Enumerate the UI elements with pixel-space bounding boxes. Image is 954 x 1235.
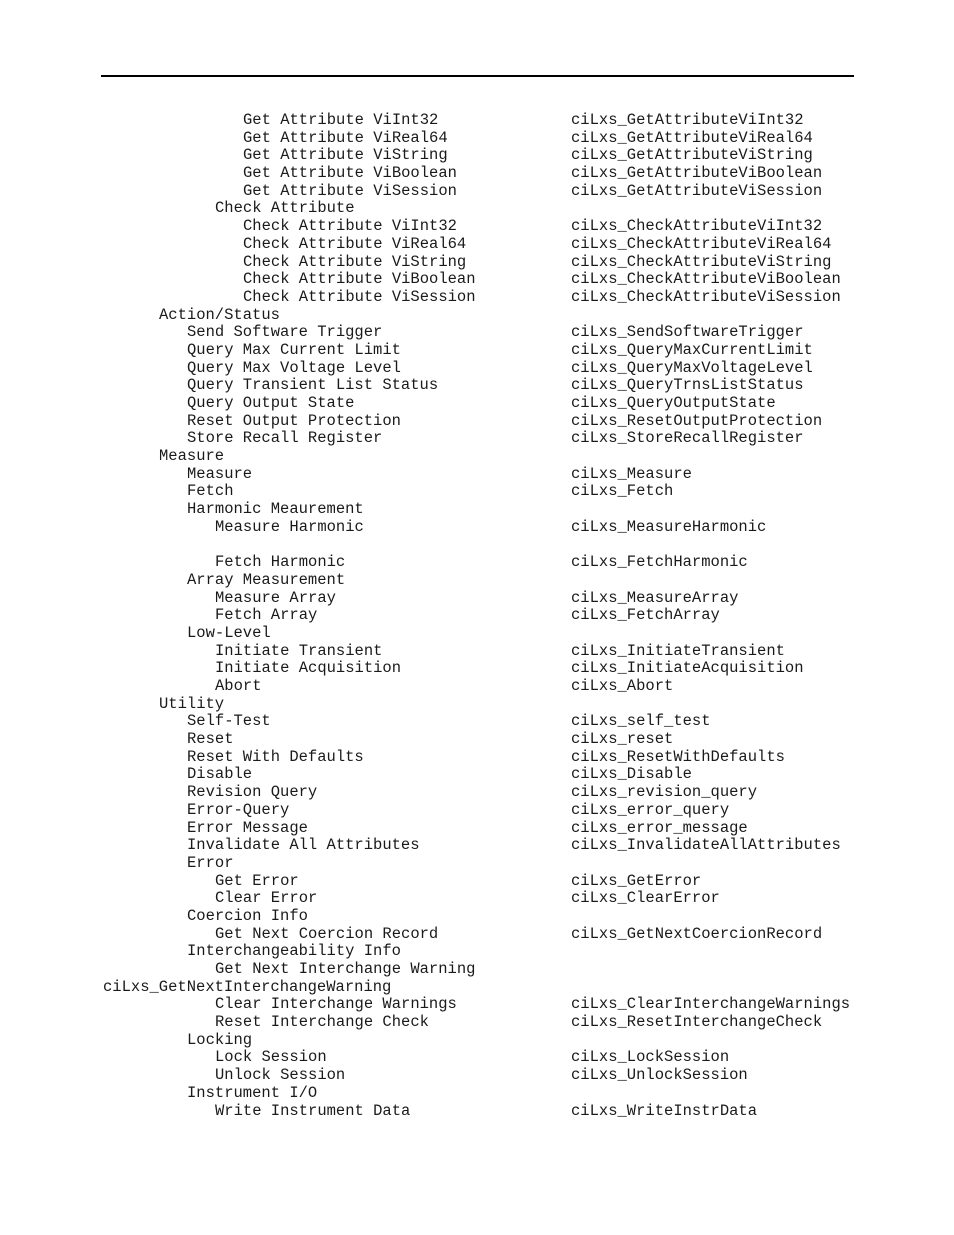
function-row <box>103 324 863 342</box>
function-row <box>103 1014 863 1032</box>
function-name: ciLxs_InitiateTransient <box>571 641 785 660</box>
function-name: ciLxs_CheckAttributeViString <box>571 252 832 271</box>
function-name: ciLxs_InitiateAcquisition <box>571 659 804 678</box>
category-label: Instrument I/O <box>187 1083 318 1102</box>
function-name: ciLxs_SendSoftwareTrigger <box>571 323 804 342</box>
function-row <box>103 1067 863 1085</box>
category-label: Low-Level <box>187 623 271 642</box>
function-name: ciLxs_Fetch <box>571 482 674 501</box>
function-row <box>103 749 863 767</box>
function-name: ciLxs_QueryTrnsListStatus <box>571 376 804 395</box>
function-label: Query Max Voltage Level <box>187 358 401 377</box>
function-row <box>103 890 863 908</box>
function-row <box>103 820 863 838</box>
function-name: ciLxs_LockSession <box>571 1048 730 1067</box>
function-name: ciLxs_MeasureArray <box>571 588 739 607</box>
function-name: ciLxs_Disable <box>571 765 692 784</box>
function-label: Initiate Transient <box>215 641 383 660</box>
function-row <box>103 873 863 891</box>
function-label: Measure <box>187 464 253 483</box>
function-label: Revision Query <box>187 783 318 802</box>
function-label: Measure Array <box>215 588 336 607</box>
function-name: ciLxs_StoreRecallRegister <box>571 429 804 448</box>
function-name: ciLxs_error_message <box>571 818 748 837</box>
category-label: Harmonic Meaurement <box>187 500 364 519</box>
function-row <box>103 590 863 608</box>
function-row <box>103 183 863 201</box>
function-name: ciLxs_CheckAttributeViBoolean <box>571 270 841 289</box>
function-name: ciLxs_reset <box>571 730 674 749</box>
function-name: ciLxs_QueryMaxCurrentLimit <box>571 340 813 359</box>
function-name: ciLxs_UnlockSession <box>571 1066 748 1085</box>
function-label: Abort <box>215 677 262 695</box>
function-label: Self-Test <box>187 712 271 731</box>
function-row <box>103 678 863 696</box>
function-label: Reset With Defaults <box>187 747 364 766</box>
function-row <box>103 660 863 678</box>
function-name: ciLxs_revision_query <box>571 783 758 802</box>
category-row <box>103 572 863 590</box>
function-name: ciLxs_ClearError <box>571 889 720 908</box>
function-label: Fetch Harmonic <box>215 553 346 572</box>
function-name: ciLxs_ResetOutputProtection <box>571 411 823 430</box>
category-row <box>103 943 863 961</box>
function-row <box>103 360 863 378</box>
function-name: ciLxs_GetAttributeViBoolean <box>571 164 823 183</box>
function-label: Query Max Current Limit <box>187 340 401 359</box>
function-label: Clear Error <box>215 889 318 908</box>
category-label: Check Attribute <box>215 199 355 218</box>
category-row <box>103 1085 863 1103</box>
function-row <box>103 996 863 1014</box>
function-name: ciLxs_CheckAttributeViInt32 <box>571 217 823 236</box>
function-row <box>103 342 863 360</box>
function-row <box>103 607 863 625</box>
category-label: Locking <box>187 1030 253 1049</box>
function-row <box>103 236 863 254</box>
function-name: ciLxs_Measure <box>571 464 692 483</box>
function-row <box>103 926 863 944</box>
function-label: Get Attribute ViInt32 <box>243 111 439 129</box>
function-label: Send Software Trigger <box>187 323 383 342</box>
blank-row <box>103 537 863 555</box>
function-label: Error-Query <box>187 800 290 819</box>
function-label: Reset Interchange Check <box>215 1013 429 1032</box>
category-label: Get Next Interchange Warning <box>215 960 476 978</box>
function-label: Get Attribute ViSession <box>243 181 457 200</box>
function-label: Invalidate All Attributes <box>187 836 420 855</box>
function-label: Measure Harmonic <box>215 517 364 536</box>
function-row <box>103 483 863 501</box>
function-label: Get Error <box>215 871 299 890</box>
category-row <box>103 200 863 218</box>
function-name: ciLxs_GetAttributeViSession <box>571 181 823 200</box>
function-row <box>103 377 863 395</box>
category-row <box>103 448 863 466</box>
category-label: ciLxs_GetNextInterchangeWarning <box>103 977 392 996</box>
function-name: ciLxs_GetNextCoercionRecord <box>571 924 823 943</box>
function-row <box>103 466 863 484</box>
function-label: Fetch <box>187 482 234 501</box>
category-row <box>103 625 863 643</box>
function-name: ciLxs_FetchArray <box>571 606 720 625</box>
function-name: ciLxs_ClearInterchangeWarnings <box>571 995 851 1014</box>
category-label: Utility <box>159 694 225 713</box>
function-row <box>103 254 863 272</box>
function-name: ciLxs_error_query <box>571 800 730 819</box>
function-label: Check Attribute ViInt32 <box>243 217 457 236</box>
function-name: ciLxs_QueryOutputState <box>571 394 776 412</box>
function-name: ciLxs_GetAttributeViReal64 <box>571 128 813 147</box>
function-label: Disable <box>187 765 253 784</box>
category-row <box>103 501 863 519</box>
function-row <box>103 112 863 130</box>
function-name: ciLxs_GetAttributeViInt32 <box>571 111 804 129</box>
function-row <box>103 1103 863 1121</box>
function-label: Check Attribute ViReal64 <box>243 234 467 253</box>
function-row <box>103 165 863 183</box>
function-name: ciLxs_CheckAttributeViReal64 <box>571 234 832 253</box>
function-row <box>103 784 863 802</box>
category-row <box>103 855 863 873</box>
function-name: ciLxs_QueryMaxVoltageLevel <box>571 358 813 377</box>
category-row <box>103 307 863 325</box>
category-row <box>103 696 863 714</box>
function-row <box>103 413 863 431</box>
function-name: ciLxs_ResetInterchangeCheck <box>571 1013 823 1032</box>
function-row <box>103 554 863 572</box>
function-label: Initiate Acquisition <box>215 659 402 678</box>
function-label: Fetch Array <box>215 606 318 625</box>
function-label: Get Attribute ViReal64 <box>243 128 448 147</box>
function-label: Store Recall Register <box>187 429 383 448</box>
function-label: Get Next Coercion Record <box>215 924 439 943</box>
function-row <box>103 519 863 537</box>
function-name: ciLxs_CheckAttributeViSession <box>571 287 841 306</box>
function-label: Check Attribute ViString <box>243 252 467 271</box>
category-row <box>103 908 863 926</box>
function-label: Write Instrument Data <box>215 1101 411 1120</box>
category-row <box>103 961 863 979</box>
function-label: Get Attribute ViString <box>243 146 448 165</box>
function-label: Unlock Session <box>215 1066 346 1085</box>
function-row <box>103 837 863 855</box>
category-row <box>103 1032 863 1050</box>
category-label: Interchangeability Info <box>187 942 401 961</box>
function-label: Get Attribute ViBoolean <box>243 164 457 183</box>
function-name: ciLxs_InvalidateAllAttributes <box>571 836 841 855</box>
function-name: ciLxs_MeasureHarmonic <box>571 517 767 536</box>
function-row <box>103 766 863 784</box>
function-row <box>103 643 863 661</box>
function-label: Query Output State <box>187 394 355 412</box>
function-row <box>103 289 863 307</box>
function-label: Reset Output Protection <box>187 411 401 430</box>
function-label: Clear Interchange Warnings <box>215 995 457 1014</box>
function-name: ciLxs_WriteInstrData <box>571 1101 758 1120</box>
function-tree-listing <box>103 112 863 1120</box>
function-row <box>103 130 863 148</box>
function-row <box>103 395 863 413</box>
function-name: ciLxs_GetAttributeViString <box>571 146 813 165</box>
category-label: Array Measurement <box>187 570 346 589</box>
function-name: ciLxs_ResetWithDefaults <box>571 747 785 766</box>
function-label: Error Message <box>187 818 308 837</box>
function-name: ciLxs_FetchHarmonic <box>571 553 748 572</box>
function-label: Query Transient List Status <box>187 376 439 395</box>
category-label: Error <box>187 853 234 872</box>
function-row <box>103 1049 863 1067</box>
function-row <box>103 713 863 731</box>
category-label: Coercion Info <box>187 906 308 925</box>
function-label: Reset <box>187 730 234 749</box>
function-row <box>103 218 863 236</box>
category-label: Measure <box>159 447 225 466</box>
function-label: Check Attribute ViSession <box>243 287 476 306</box>
function-row <box>103 271 863 289</box>
header-rule <box>101 75 854 77</box>
function-name: ciLxs_Abort <box>571 677 674 695</box>
category-label: Action/Status <box>159 305 280 324</box>
function-name: ciLxs_GetError <box>571 871 702 890</box>
function-row <box>103 430 863 448</box>
function-label: Check Attribute ViBoolean <box>243 270 476 289</box>
category-row <box>103 979 863 997</box>
function-name: ciLxs_self_test <box>571 712 711 731</box>
function-row <box>103 147 863 165</box>
function-row <box>103 802 863 820</box>
function-row <box>103 731 863 749</box>
function-label: Lock Session <box>215 1048 327 1067</box>
